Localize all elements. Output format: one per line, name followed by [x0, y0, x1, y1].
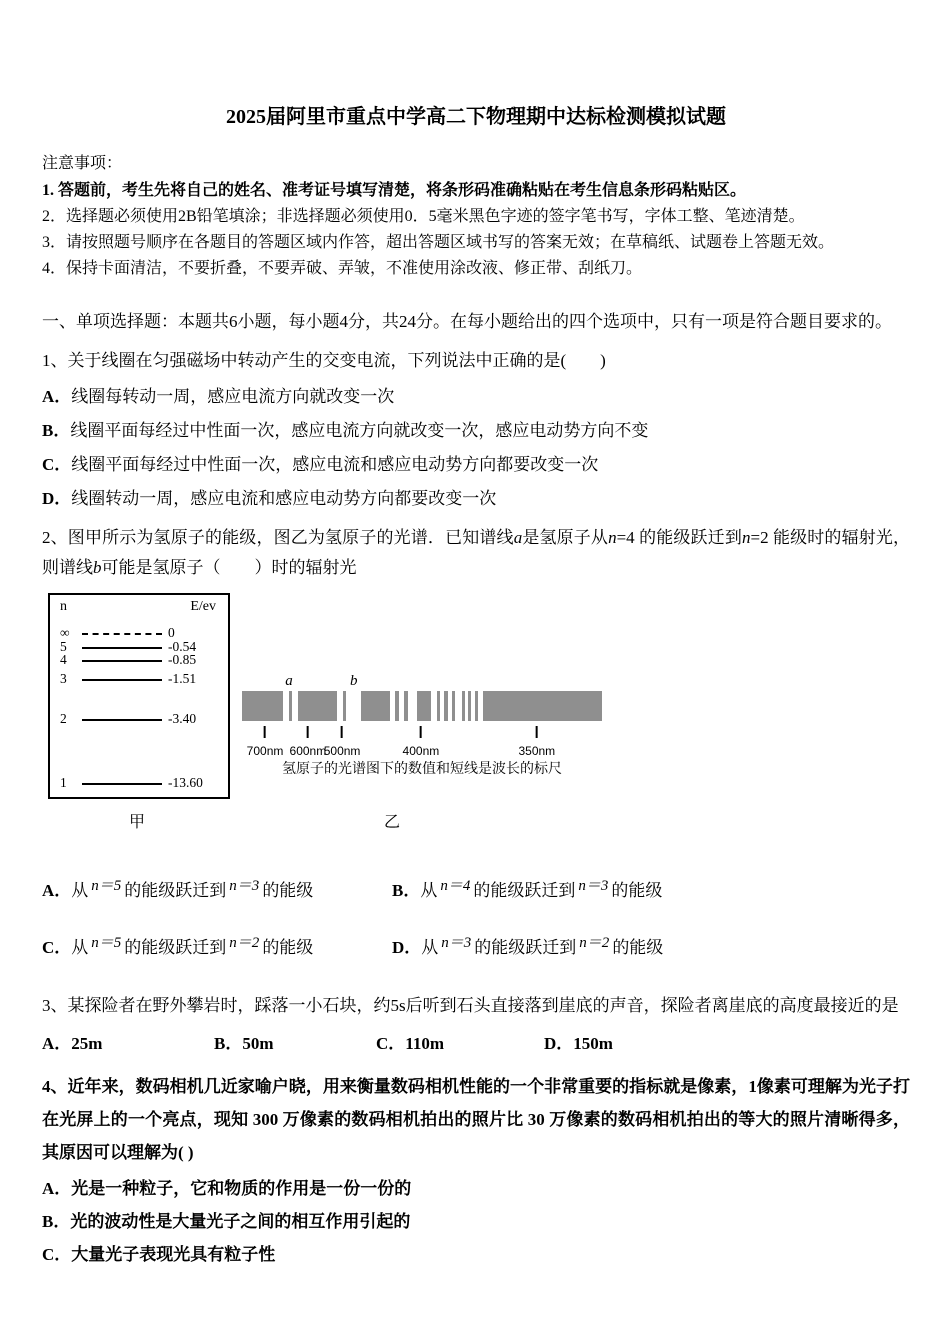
- spectrum-segment: [289, 691, 292, 721]
- level-energy: -3.40: [168, 711, 197, 726]
- q2-option-b: [392, 877, 662, 906]
- spectrum-segment: [242, 691, 283, 721]
- energy-level-4: [58, 652, 222, 668]
- spectrum-ticks: [242, 721, 602, 758]
- level-line: [82, 679, 162, 681]
- question-3: [42, 991, 910, 1057]
- q2-options: [42, 877, 910, 963]
- spectrum-line-labels: [242, 673, 602, 691]
- spectrum-diagram: [242, 673, 602, 778]
- section-heading: 一、单项选择题：本题共6小题，每小题4分，共24分。在每小题给出的四个选项中，只有一项是符合题目要求的。: [42, 312, 892, 331]
- formula: n＝2: [579, 935, 610, 951]
- option-text: 的能级跃迁到: [474, 938, 577, 957]
- q4-stem: 4、近年来，数码相机几近家喻户晓，用来衡量数码相机性能的一个非常重要的指标就是像素，1像素可理解为光子打在光屏上的一个亮点，现知 300 万像素的数码相机拍出的照片比 30 万像素的数码相机拍出的等大的照片清晰得多，其原因可以理解为( ): [42, 1077, 910, 1162]
- q2-stem-text: 2、图甲所示为氢原子的能级，图乙为氢原子的光谱．已知谱线: [42, 528, 514, 547]
- spectrum-segment: [361, 691, 390, 721]
- spectrum-label-a: a: [285, 673, 293, 689]
- spectrum-caption: 氢原子的光谱图下的数值和短线是波长的标尺: [282, 762, 562, 777]
- level-n: ∞: [60, 625, 70, 640]
- level-n: 4: [60, 652, 67, 667]
- spectrum-segment: [452, 691, 455, 721]
- spectrum-segment: [298, 691, 338, 721]
- tick-label: 600nm: [289, 744, 327, 758]
- level-n: 2: [60, 711, 67, 726]
- spectrum-segment: [343, 691, 346, 721]
- q4-option-b: B．光的波动性是大量光子之间的相互作用引起的: [42, 1212, 411, 1231]
- q2-options-row-1: [42, 877, 910, 906]
- level-line: [82, 660, 162, 662]
- energy-level-1: [58, 775, 222, 791]
- tick-line: [264, 726, 266, 738]
- notice-item-3: 3．请按照题号顺序在各题目的答题区域内作答，超出答题区域书写的答案无效；在草稿纸、试题卷上答题无效。: [42, 234, 835, 251]
- energy-level-diagram: [48, 593, 230, 799]
- formula: n＝3: [578, 878, 609, 894]
- notice-item-4: 4．保持卡面清洁，不要折叠，不要弄破、弄皱，不准使用涂改液、修正带、刮纸刀。: [42, 260, 643, 277]
- q3-option-d: D．150m: [544, 1034, 613, 1053]
- formula: n＝3: [441, 935, 472, 951]
- figure-label-yi: 乙: [384, 814, 401, 831]
- q2-stem-var-b: b: [93, 558, 102, 577]
- option-text: 的能级跃迁到: [473, 881, 576, 900]
- wavelength-tick: [518, 726, 555, 760]
- energy-level-2: [58, 711, 222, 727]
- notice-heading: 注意事项：: [42, 155, 123, 172]
- q2-stem-var-a: a: [513, 528, 523, 547]
- page-title: 2025届阿里市重点中学高二下物理期中达标检测模拟试题: [226, 106, 726, 128]
- wavelength-tick: [247, 726, 284, 760]
- q2-figure: [42, 591, 910, 841]
- tick-line: [420, 726, 422, 738]
- q4-option-c: C．大量光子表现光具有粒子性: [42, 1245, 276, 1264]
- level-energy: -0.85: [168, 652, 197, 667]
- spectrum-label-b: b: [350, 673, 358, 689]
- q2-stem: [42, 523, 910, 583]
- option-text: A．从: [42, 881, 89, 900]
- q2-stem-text: =4 的能级跃迁到: [616, 528, 742, 547]
- tick-label: 700nm: [246, 744, 284, 758]
- tick-line: [341, 726, 343, 738]
- level-energy: -1.51: [168, 671, 197, 686]
- spectrum-segment: [475, 691, 478, 721]
- q1-option-b: B．线圈平面每经过中性面一次，感应电流方向就改变一次，感应电动势方向不变: [42, 421, 649, 440]
- formula: n＝4: [440, 878, 471, 894]
- formula: n＝5: [91, 935, 122, 951]
- q1-stem: 1、关于线圈在匀强磁场中转动产生的交变电流，下列说法中正确的是( ): [42, 351, 606, 370]
- spectrum-segment: [417, 691, 431, 721]
- q1-option-c: C．线圈平面每经过中性面一次，感应电流和感应电动势方向都要改变一次: [42, 455, 599, 474]
- spectrum-segment: [483, 691, 602, 721]
- option-text: 的能级: [262, 881, 314, 900]
- q3-options: [42, 1030, 910, 1057]
- spectrum-bars: [242, 691, 602, 721]
- option-text: B．从: [392, 881, 438, 900]
- spectrum-segment: [444, 691, 447, 721]
- q4-option-a: A．光是一种粒子，它和物质的作用是一份一份的: [42, 1179, 412, 1198]
- wavelength-tick: [324, 726, 361, 760]
- option-text: 的能级: [262, 938, 314, 957]
- q2-stem-var-n: n: [741, 528, 751, 547]
- tick-label: 400nm: [402, 744, 440, 758]
- notice-section: [42, 151, 910, 282]
- spectrum-segment: [437, 691, 440, 721]
- energy-header-e: E/ev: [190, 599, 216, 614]
- option-text: C．从: [42, 938, 89, 957]
- tick-line: [307, 726, 309, 738]
- q2-option-a: [42, 877, 392, 906]
- level-energy: -0.54: [168, 639, 197, 654]
- formula: n＝5: [91, 878, 122, 894]
- level-line: [82, 719, 162, 721]
- spectrum-segment: [468, 691, 471, 721]
- q2-stem-var-n: n: [608, 528, 617, 547]
- tick-line: [536, 726, 538, 738]
- level-energy: -13.60: [168, 775, 203, 790]
- formula: n＝3: [229, 878, 260, 894]
- level-line-dashed: [82, 633, 162, 635]
- level-energy: 0: [168, 625, 175, 640]
- level-line: [82, 647, 162, 649]
- energy-header-n: n: [60, 599, 67, 614]
- option-text: D．从: [392, 938, 439, 957]
- q3-option-a: A．25m: [42, 1034, 103, 1053]
- q2-options-row-2: [42, 934, 910, 963]
- question-1: [42, 346, 910, 512]
- q2-option-d: [392, 934, 663, 963]
- level-n: 5: [60, 639, 67, 654]
- q1-option-d: D．线圈转动一周，感应电流和感应电动势方向都要改变一次: [42, 489, 497, 508]
- question-2: [42, 523, 910, 963]
- tick-label: 500nm: [323, 744, 361, 758]
- q2-stem-text: =2 能级时的辐射光，则谱线: [42, 528, 911, 577]
- notice-item-2: 2．选择题必须使用2B铅笔填涂；非选择题必须使用0．5毫米黑色字迹的签字笔书写，字体工整、笔迹清楚。: [42, 208, 805, 225]
- option-text: 的能级: [612, 938, 664, 957]
- wavelength-tick: [403, 726, 440, 760]
- notice-item-1: 1. 答题前，考生先将自己的姓名、准考证号填写清楚，将条形码准确粘贴在考生信息条形码粘贴区。: [42, 182, 747, 199]
- q3-option-c: C．110m: [376, 1034, 444, 1053]
- spectrum-segment: [462, 691, 465, 721]
- q2-stem-text: 是氢原子从: [522, 528, 609, 547]
- q2-option-c: [42, 934, 392, 963]
- q1-option-a: A．线圈每转动一周，感应电流方向就改变一次: [42, 387, 395, 406]
- figure-label-jia: 甲: [128, 814, 145, 831]
- wavelength-tick: [290, 726, 327, 760]
- spectrum-segment: [395, 691, 399, 721]
- level-n: 3: [60, 671, 67, 686]
- option-text: 的能级跃迁到: [124, 938, 227, 957]
- formula: n＝2: [229, 935, 260, 951]
- question-4: [42, 1070, 910, 1268]
- level-n: 1: [60, 775, 67, 790]
- level-line: [82, 783, 162, 785]
- option-text: 的能级跃迁到: [124, 881, 227, 900]
- q2-stem-text: 可能是氢原子（ ）时的辐射光: [101, 558, 357, 577]
- energy-level-3: [58, 671, 222, 687]
- spectrum-segment: [404, 691, 408, 721]
- q3-option-b: B．50m: [214, 1034, 274, 1053]
- tick-label: 350nm: [518, 744, 556, 758]
- q3-stem: 3、某探险者在野外攀岩时，踩落一小石块，约5s后听到石头直接落到崖底的声音，探险者离崖底的高度最接近的是: [42, 996, 899, 1015]
- option-text: 的能级: [611, 881, 663, 900]
